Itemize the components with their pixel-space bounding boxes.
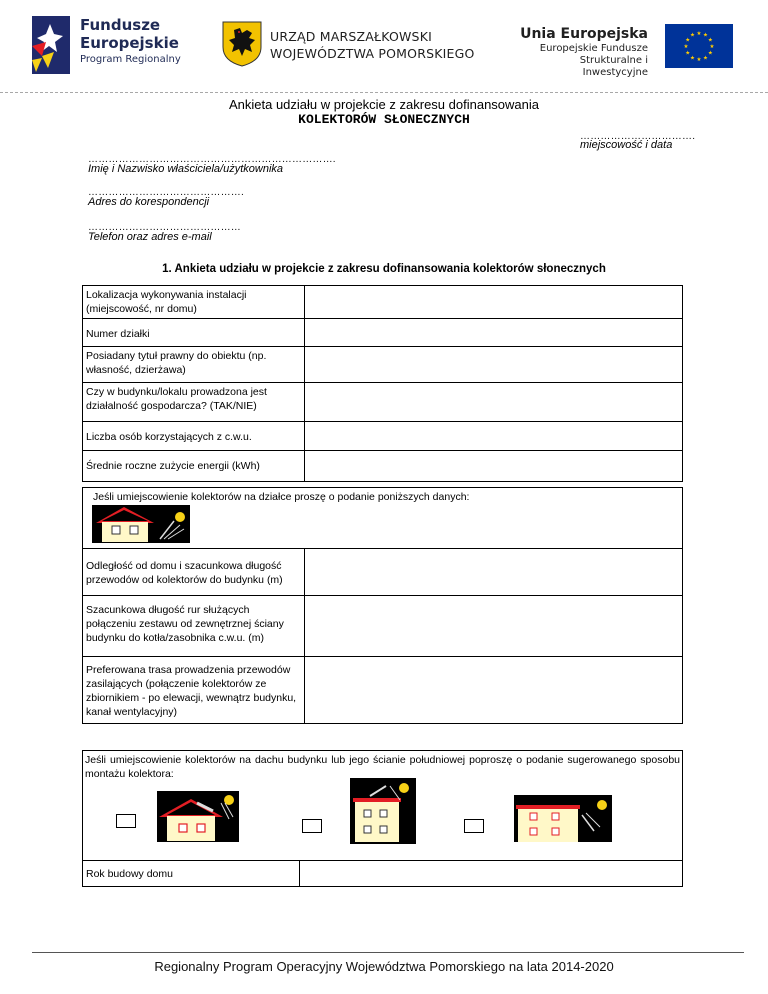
- place-date-dots: …………………………….: [580, 131, 696, 142]
- row-persons-input[interactable]: [304, 421, 683, 451]
- um-line2: WOJEWÓDZTWA POMORSKIEGO: [270, 46, 475, 61]
- row-pipes-input[interactable]: [304, 595, 683, 657]
- footer-divider: [32, 952, 744, 953]
- footer-text: Regionalny Program Operacyjny Województwa Pomorskiego na lata 2014-2020: [154, 959, 614, 974]
- row-energy-input[interactable]: [304, 450, 683, 482]
- eu-star-icon: ★: [709, 44, 715, 50]
- eu-star-icon: ★: [703, 32, 708, 39]
- section-title: 1. Ankieta udziału w projekcie z zakresu dofinansowania kolektorów słonecznych: [162, 263, 606, 275]
- row-pipes-label: Szacunkowa długość rur służących połączeniu zestawu od zewnętrznej ściany budynku do kotła/zasobnika c.w.u. (m): [82, 595, 305, 657]
- row-title-label: Posiadany tytuł prawny do obiektu (np. własność, dzierżawa): [82, 346, 305, 383]
- address-field-label: Adres do korespondencji: [88, 196, 210, 208]
- row-business-input[interactable]: [304, 382, 683, 422]
- eu-star-icon: ★: [696, 31, 702, 37]
- wall-mounted-house-icon: [514, 795, 612, 842]
- eu-star-icon: ★: [703, 55, 708, 62]
- roof-option-3-checkbox[interactable]: [464, 819, 484, 833]
- row-year-input[interactable]: [299, 860, 683, 887]
- name-field-dots[interactable]: ……………………………………………………………….: [88, 154, 336, 165]
- eu-star-icon: ★: [685, 37, 691, 44]
- header-divider: [0, 92, 768, 93]
- ground-house-icon: [92, 505, 190, 543]
- row-distance-label: Odległość od domu i szacunkowa długość przewodów od kolektorów do budynku (m): [82, 548, 305, 596]
- row-energy-label: Średnie roczne zużycie energii (kWh): [82, 450, 305, 482]
- eu-star-icon: ★: [690, 55, 695, 62]
- eu-star-icon: ★: [696, 57, 702, 63]
- urzad-marszalkowski-text: [270, 28, 475, 62]
- fundusze-europejskie-logo: [32, 16, 70, 74]
- eu-star-icon: ★: [683, 44, 689, 50]
- fe-line2: Europejskie: [80, 34, 179, 52]
- row-location-input[interactable]: [304, 285, 683, 319]
- eu-star-icon: ★: [707, 37, 713, 44]
- row-year-label-text: Rok budowy domu: [86, 868, 173, 880]
- ue-line2: Europejskie Fundusze: [539, 43, 648, 54]
- sloped-roof-house-icon: [157, 791, 239, 842]
- roof-placement-text: Jeśli umiejscowienie kolektorów na dachu budynku lub jego ścianie południowej poproszę o podanie sugerowanego sposobu montażu kolektora:: [85, 754, 680, 780]
- roof-option-2-checkbox[interactable]: [302, 819, 322, 833]
- fe-line3: Program Regionalny: [80, 54, 181, 65]
- phone-field-dots[interactable]: ………………………………………: [88, 222, 241, 233]
- header: [0, 0, 768, 92]
- eu-flag-icon: [665, 24, 733, 68]
- document-title: Ankieta udziału w projekcie z zakresu dofinansowania: [228, 97, 539, 112]
- fe-line1: Fundusze: [80, 16, 161, 34]
- fundusze-europejskie-text: [80, 16, 181, 67]
- row-route-label: Preferowana trasa prowadzenia przewodów zasilających (połączenie kolektorów ze zbiornikiem - po elewacji, wewnątrz budynku, kanał wentylacyjny): [82, 656, 305, 724]
- pomorskie-coat-of-arms: [222, 21, 262, 67]
- row-distance-input[interactable]: [304, 548, 683, 596]
- flat-roof-house-icon: [350, 778, 416, 844]
- ground-placement-text: Jeśli umiejscowienie kolektorów na działce proszę o podanie poniższych danych:: [93, 491, 470, 503]
- row-location-label: Lokalizacja wykonywania instalacji (miejscowość, nr domu): [82, 285, 305, 319]
- phone-field-label: Telefon oraz adres e-mail: [88, 231, 212, 243]
- ue-line3: Strukturalne i Inwestycyjne: [579, 55, 648, 78]
- row-plot-input[interactable]: [304, 318, 683, 347]
- eu-star-icon: ★: [707, 50, 713, 57]
- row-route-input[interactable]: [304, 656, 683, 724]
- place-date-label: miejscowość i data: [580, 139, 673, 151]
- address-field-dots[interactable]: ……………………………………….: [88, 187, 244, 198]
- row-title-input[interactable]: [304, 346, 683, 383]
- eu-star-icon: ★: [690, 32, 695, 39]
- row-business-label: Czy w budynku/lokalu prowadzona jest działalność gospodarcza? (TAK/NIE): [82, 382, 305, 422]
- ue-line1: Unia Europejska: [520, 26, 648, 42]
- row-plot-label: Numer działki: [82, 318, 305, 347]
- document-subtitle: KOLEKTORÓW SŁONECZNYCH: [298, 112, 470, 127]
- um-line1: URZĄD MARSZAŁKOWSKI: [270, 29, 432, 44]
- row-persons-label: Liczba osób korzystających z c.w.u.: [82, 421, 305, 451]
- row-year-label: [82, 860, 300, 887]
- name-field-label: Imię i Nazwisko właściciela/użytkownika: [88, 163, 284, 175]
- unia-europejska-text: [518, 26, 648, 79]
- roof-option-1-checkbox[interactable]: [116, 814, 136, 828]
- eu-star-icon: ★: [685, 50, 691, 57]
